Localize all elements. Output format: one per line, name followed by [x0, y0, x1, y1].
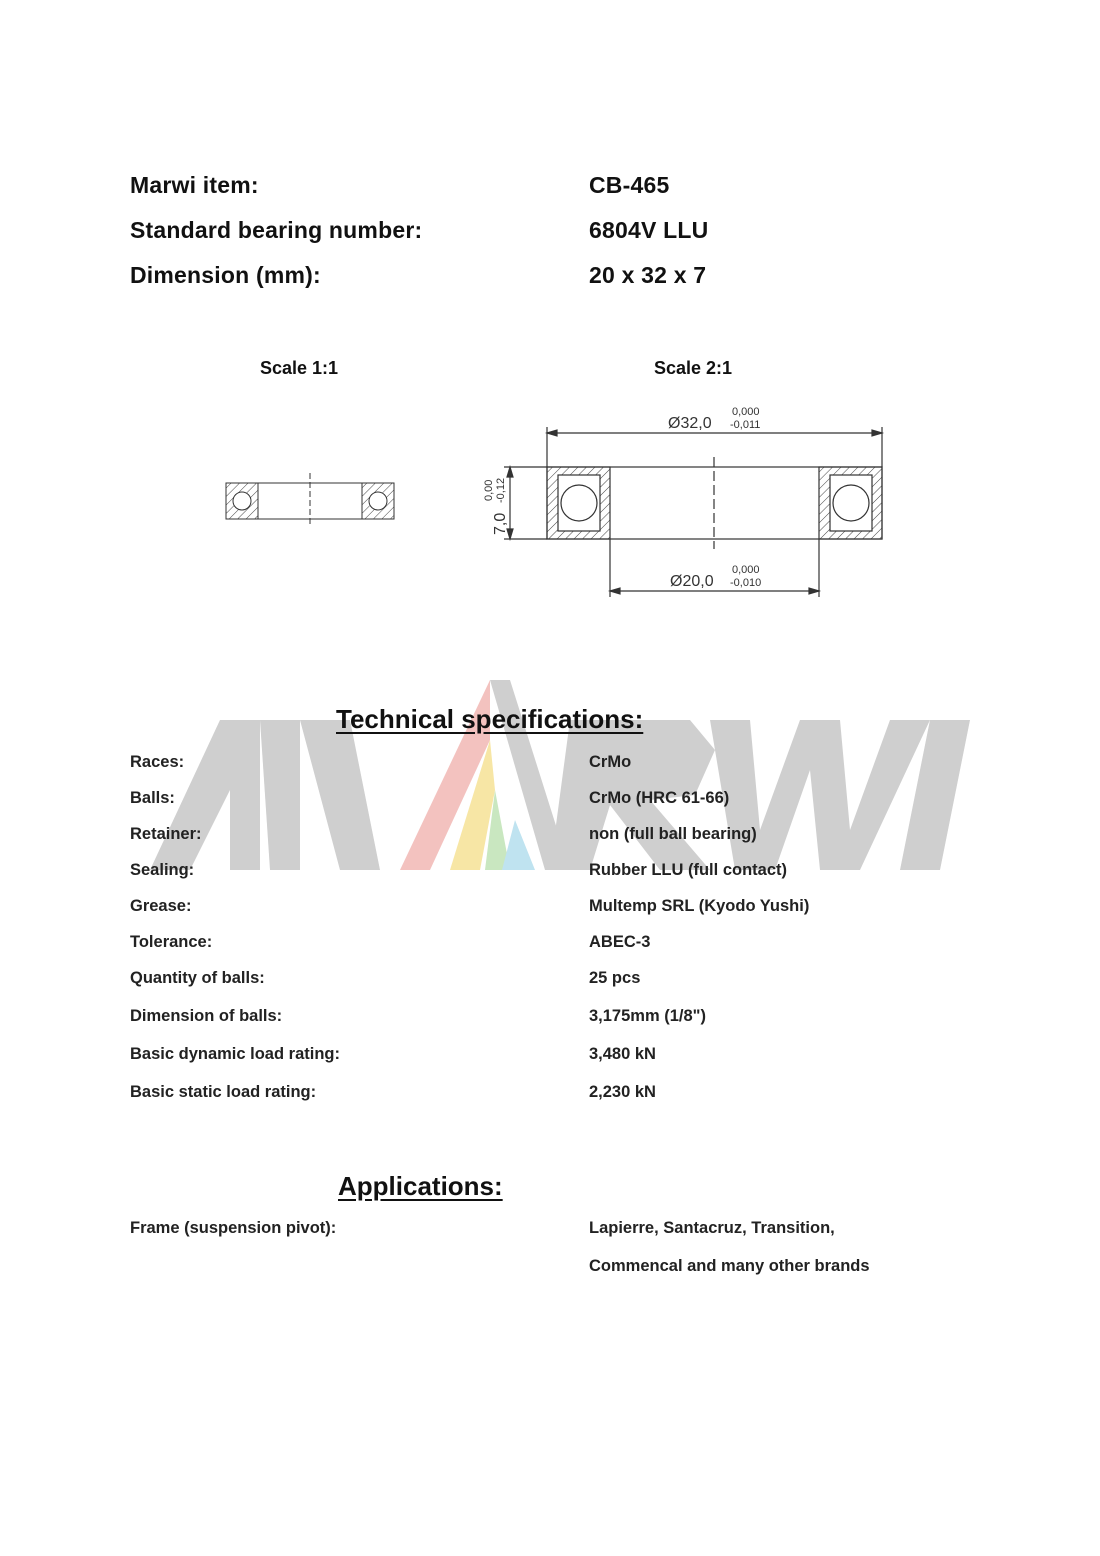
- bearing-number-label: Standard bearing number:: [130, 217, 423, 243]
- applications-title: Applications:: [338, 1171, 503, 1201]
- bearing-number-value: 6804V LLU: [589, 217, 709, 243]
- marwi-item-value: CB-465: [589, 172, 670, 198]
- applications-value-line1: Lapierre, Santacruz, Transition,: [589, 1219, 835, 1237]
- spec-label-tolerance: Tolerance:: [130, 933, 213, 951]
- spec-value-retainer: non (full ball bearing): [589, 825, 757, 843]
- outer-diameter-text: Ø32,0: [668, 415, 712, 432]
- spec-value-tolerance: ABEC-3: [589, 933, 651, 951]
- scale-1-1-label: Scale 1:1: [260, 358, 339, 378]
- spec-label-quantity-balls: Quantity of balls:: [130, 969, 265, 987]
- width-text: 7,0: [492, 512, 509, 535]
- inner-tol-upper: 0,000: [732, 564, 760, 576]
- scale-2-1-label: Scale 2:1: [654, 358, 733, 378]
- spec-label-balls: Balls:: [130, 789, 175, 807]
- spec-value-balls: CrMo (HRC 61-66): [589, 789, 730, 807]
- spec-label-grease: Grease:: [130, 897, 192, 915]
- inner-tol-lower: -0,010: [730, 577, 762, 589]
- inner-diameter-text: Ø20,0: [670, 573, 714, 590]
- spec-value-grease: Multemp SRL (Kyodo Yushi): [589, 897, 810, 915]
- spec-value-dynamic-load: 3,480 kN: [589, 1045, 656, 1063]
- width-tol-lower: -0,12: [495, 477, 507, 503]
- tech-spec-title: Technical specifications:: [336, 704, 644, 734]
- spec-value-quantity-balls: 25 pcs: [589, 969, 641, 987]
- spec-label-dynamic-load: Basic dynamic load rating:: [130, 1045, 340, 1063]
- dimension-value: 20 x 32 x 7: [589, 262, 707, 288]
- applications-value-line2: Commencal and many other brands: [589, 1257, 870, 1275]
- spec-value-static-load: 2,230 kN: [589, 1083, 656, 1101]
- spec-value-dimension-balls: 3,175mm (1/8"): [589, 1007, 706, 1025]
- outer-tol-upper: 0,000: [732, 406, 760, 418]
- spec-label-sealing: Sealing:: [130, 861, 195, 879]
- spec-value-races: CrMo: [589, 753, 632, 771]
- outer-tol-lower: -0,011: [730, 419, 761, 431]
- spec-label-retainer: Retainer:: [130, 825, 202, 843]
- marwi-item-label: Marwi item:: [130, 172, 259, 198]
- width-tol-upper: 0,00: [483, 479, 495, 501]
- spec-label-races: Races:: [130, 753, 185, 771]
- applications-label: Frame (suspension pivot):: [130, 1219, 337, 1237]
- spec-label-static-load: Basic static load rating:: [130, 1083, 317, 1101]
- bearing-small-drawing: [226, 473, 394, 527]
- bearing-technical-drawing: [200, 395, 920, 610]
- spec-label-dimension-balls: Dimension of balls:: [130, 1007, 283, 1025]
- spec-value-sealing: Rubber LLU (full contact): [589, 861, 787, 879]
- dimension-label: Dimension (mm):: [130, 262, 321, 288]
- bearing-large-drawing: [504, 427, 882, 597]
